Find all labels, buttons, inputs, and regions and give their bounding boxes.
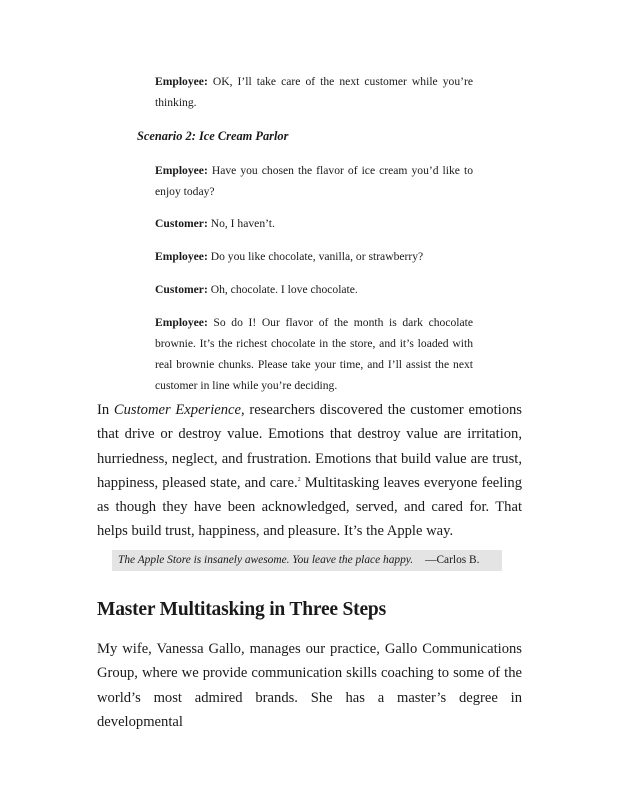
footnote-marker: 2 [297, 477, 301, 484]
book-title: Customer Experience [113, 402, 242, 418]
scenario-title: Scenario 2: Ice Cream Parlor [137, 129, 289, 143]
paragraph-text: , researchers discovered the customer emotions that drive or destroy value. Emotions that destroy value are irritation, hurriedness, neglect, and frustration. Emotions that build value are trust, happiness, pleased state, and care. [97, 402, 522, 491]
pull-quote [112, 550, 502, 571]
dialogue-line [155, 312, 473, 396]
quote-attribution: —Carlos B. [425, 554, 480, 566]
paragraph-text: Multitasking leaves everyone feeling as though they have been acknowledged, served, and cared for. That helps build trust, happiness, and pleasure. It’s the Apple way. [97, 474, 522, 540]
speaker-label: Customer: [155, 217, 208, 230]
dialogue-text: Do you like chocolate, vanilla, or strawberry? [207, 250, 424, 263]
dialogue-text: No, I haven’t. [207, 217, 275, 230]
dialogue-line [155, 279, 473, 300]
speaker-label: Customer: [155, 283, 208, 296]
dialogue-line-employee-ok [155, 71, 473, 113]
dialogue-line [155, 246, 473, 267]
dialogue-line [155, 213, 473, 234]
dialogue-text: OK, I’ll take care of the next customer while you’re thinking. [155, 75, 473, 109]
paragraph-lead: In [97, 402, 114, 418]
dialogue-text: So do I! Our flavor of the month is dark chocolate brownie. It’s the richest chocolate in the store, and it’s loaded with real brownie chunks. Please take your time, and I’ll assist the next customer in line while you’re deciding. [155, 316, 473, 392]
body-paragraph-customer-experience [97, 398, 522, 544]
quote-text: The Apple Store is insanely awesome. You leave the place happy. [118, 554, 414, 566]
speaker-label: Employee: [155, 316, 208, 329]
dialogue-text: Oh, chocolate. I love chocolate. [207, 283, 358, 296]
section-heading: Master Multitasking in Three Steps [97, 599, 386, 620]
dialogue-line [155, 160, 473, 202]
body-paragraph-vanessa-gallo: My wife, Vanessa Gallo, manages our practice, Gallo Communications Group, where we provide communication skills coaching to some of the world’s most admired brands. She has a master’s degree in developmental [97, 641, 522, 730]
dialogue-text: Have you chosen the flavor of ice cream you’d like to enjoy today? [155, 164, 473, 198]
speaker-label: Employee: [155, 250, 208, 263]
speaker-label: Employee: [155, 164, 208, 177]
speaker-label: Employee: [155, 75, 208, 88]
